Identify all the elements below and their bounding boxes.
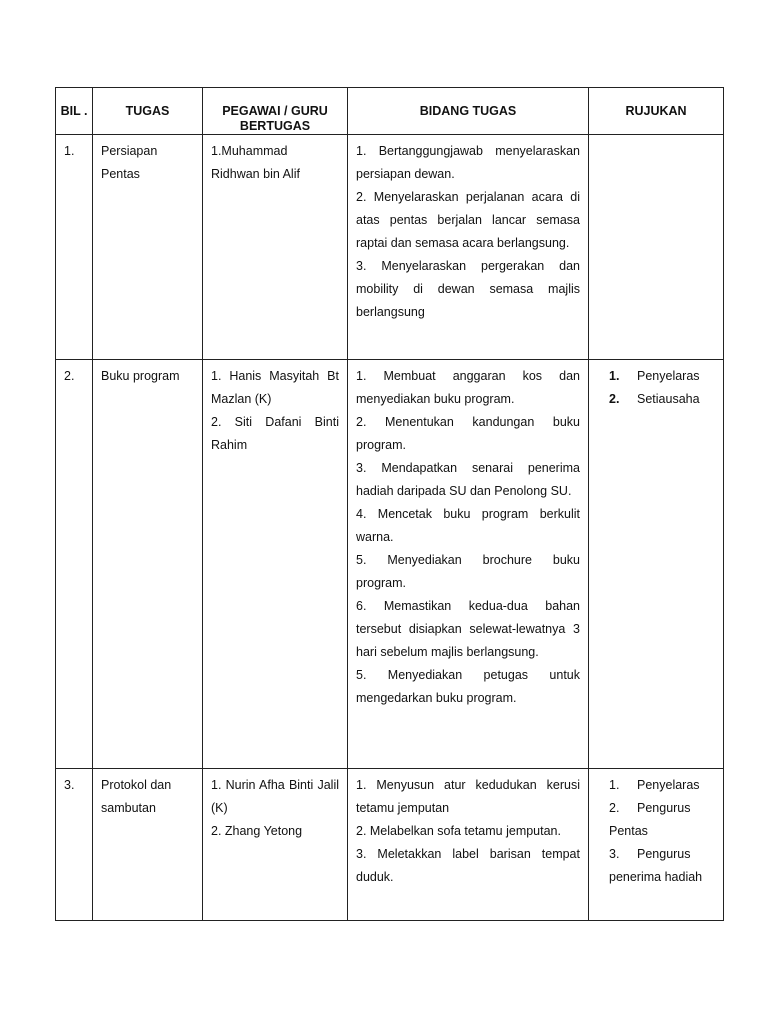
reference-text: Pengurus penerima hadiah	[609, 847, 703, 884]
reference-text: Pengurus Pentas	[609, 801, 691, 838]
header-bil: BIL .	[56, 88, 93, 135]
cell-bil: 3.	[56, 769, 93, 921]
officer-name: 2. Siti Dafani Binti Rahim	[211, 415, 339, 452]
duty-item: 3. Meletakkan label barisan tempat duduk.	[356, 847, 580, 884]
officer-name: 1. Hanis Masyitah Bt Mazlan (K)	[211, 369, 339, 406]
reference-number: 2.	[609, 392, 620, 406]
officer-name: 1.Muhammad Ridhwan bin Alif	[211, 144, 300, 181]
officer-name: 2. Zhang Yetong	[211, 824, 303, 838]
cell-pegawai	[203, 360, 348, 769]
cell-tugas: Buku program	[93, 360, 203, 769]
duty-item: 1. Menyusun atur kedudukan kerusi tetamu jemputan	[356, 778, 580, 815]
duty-item: 6. Memastikan kedua-dua bahan tersebut disiapkan selewat-lewatnya 3 hari sebelum majlis berlangsung.	[356, 599, 580, 659]
reference-item	[609, 388, 715, 411]
cell-bidang	[348, 135, 589, 360]
header-pegawai: PEGAWAI / GURU BERTUGAS	[203, 88, 348, 135]
cell-bil: 2.	[56, 360, 93, 769]
duty-item: 2. Melabelkan sofa tetamu jemputan.	[356, 824, 561, 838]
reference-text: Setiausaha	[637, 392, 700, 406]
duty-table	[55, 87, 724, 921]
reference-item	[609, 843, 715, 889]
duty-item: 2. Menentukan kandungan buku program.	[356, 415, 580, 452]
duty-item: 3. Mendapatkan senarai penerima hadiah daripada SU dan Penolong SU.	[356, 461, 580, 498]
cell-rujukan	[589, 360, 724, 769]
duty-item: 4. Mencetak buku program berkulit warna.	[356, 507, 580, 544]
header-rujukan: RUJUKAN	[589, 88, 724, 135]
reference-item	[609, 797, 715, 843]
table-row	[56, 135, 724, 360]
table-row	[56, 769, 724, 921]
officer-name: 1. Nurin Afha Binti Jalil (K)	[211, 778, 339, 815]
reference-item	[609, 774, 715, 797]
cell-tugas: Persiapan Pentas	[93, 135, 203, 360]
header-tugas: TUGAS	[93, 88, 203, 135]
cell-tugas: Protokol dan sambutan	[93, 769, 203, 921]
cell-pegawai	[203, 769, 348, 921]
cell-bidang	[348, 769, 589, 921]
cell-bil: 1.	[56, 135, 93, 360]
table-row	[56, 360, 724, 769]
reference-number: 3.	[609, 847, 620, 861]
cell-pegawai	[203, 135, 348, 360]
cell-rujukan	[589, 135, 724, 360]
cell-bidang	[348, 360, 589, 769]
duty-item: 5. Menyediakan brochure buku program.	[356, 553, 580, 590]
duty-item: 1. Bertanggungjawab menyelaraskan persiapan dewan.	[356, 144, 580, 181]
reference-number: 1.	[609, 778, 620, 792]
reference-text: Penyelaras	[637, 369, 700, 383]
reference-number: 1.	[609, 369, 620, 383]
duty-item: 2. Menyelaraskan perjalanan acara di atas pentas berjalan lancar semasa raptai dan semasa acara berlangsung.	[356, 190, 580, 250]
header-bidang: BIDANG TUGAS	[348, 88, 589, 135]
reference-number: 2.	[609, 801, 620, 815]
duty-item: 3. Menyelaraskan pergerakan dan mobility di dewan semasa majlis berlangsung	[356, 259, 580, 319]
reference-item	[609, 365, 715, 388]
duty-item: 1. Membuat anggaran kos dan menyediakan buku program.	[356, 369, 580, 406]
cell-rujukan	[589, 769, 724, 921]
header-row	[56, 88, 724, 135]
duty-item: 5. Menyediakan petugas untuk mengedarkan buku program.	[356, 668, 580, 705]
reference-text: Penyelaras	[637, 778, 700, 792]
